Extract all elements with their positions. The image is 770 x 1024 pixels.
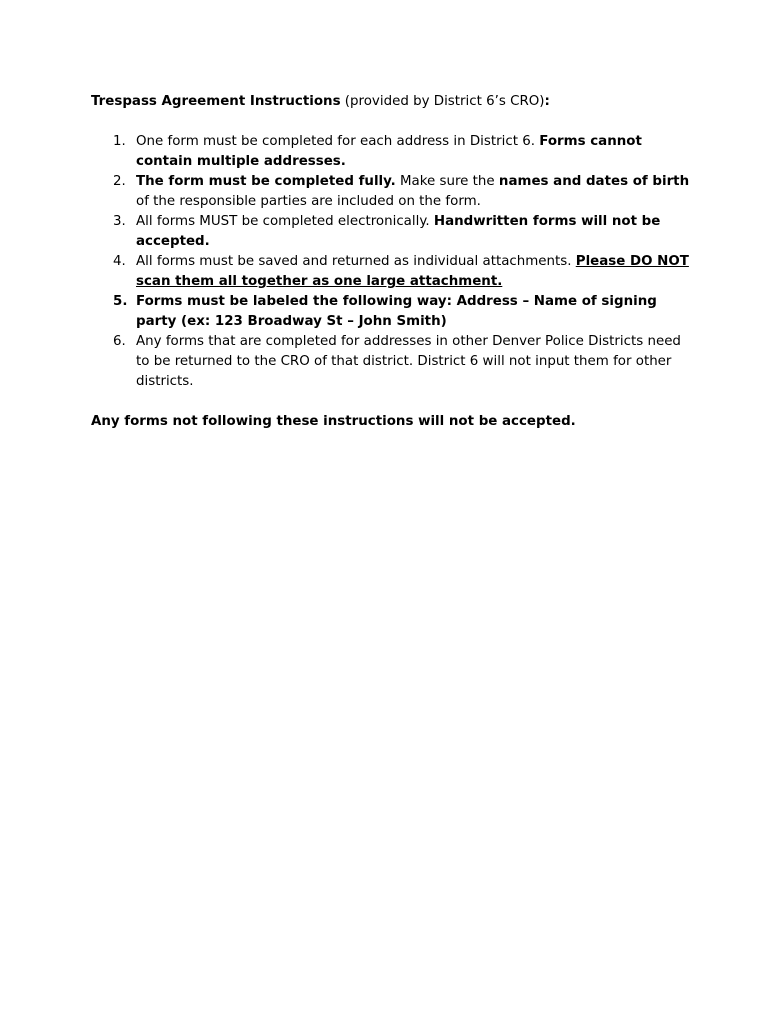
item-number: 3. — [113, 214, 126, 229]
item-number: 2. — [113, 174, 126, 189]
heading-source: (provided by District 6’s CRO) — [340, 94, 545, 109]
item-number: 4. — [113, 254, 126, 269]
item-text: One form must be completed for each address in District 6. — [136, 134, 540, 149]
instruction-item-2 — [91, 172, 691, 212]
heading-colon: : — [544, 94, 550, 109]
instruction-item-3 — [91, 212, 691, 252]
instruction-item-4 — [91, 252, 691, 292]
instruction-item-1 — [91, 132, 691, 172]
item-number: 1. — [113, 134, 126, 149]
item-tail: of the responsible parties are included on the form. — [136, 194, 481, 209]
item-emphasis: Please DO NOT scan them all together as one large attachment. — [136, 254, 689, 289]
item-emphasis: Handwritten forms will not be accepted. — [136, 214, 661, 249]
item-text: Any forms that are completed for addresses in other Denver Police Districts need to be returned to the CRO of that district. District 6 will not input them for other districts. — [136, 334, 681, 389]
item-number: 6. — [113, 334, 126, 349]
item-text: Forms must be labeled the following way: Address – Name of signing party (ex: 123 Broadway St – John Smith) — [136, 294, 657, 329]
item-text: Make sure the — [395, 174, 499, 189]
item-text: All forms must be saved and returned as individual attachments. — [136, 254, 576, 269]
heading-title: Trespass Agreement Instructions — [91, 94, 341, 109]
item-number: 5. — [113, 294, 128, 309]
instructions-content — [91, 92, 691, 432]
item-text: All forms MUST be completed electronically. — [136, 214, 434, 229]
item-lead: The form must be completed fully. — [136, 174, 396, 189]
closing-note: Any forms not following these instructions will not be accepted. — [91, 414, 576, 429]
item-emphasis: Forms cannot contain multiple addresses. — [136, 134, 642, 169]
instruction-item-6 — [91, 332, 691, 392]
instructions-list — [91, 132, 691, 392]
item-emphasis: names and dates of birth — [498, 174, 690, 189]
document-heading — [91, 92, 691, 112]
instruction-item-5 — [91, 292, 691, 332]
